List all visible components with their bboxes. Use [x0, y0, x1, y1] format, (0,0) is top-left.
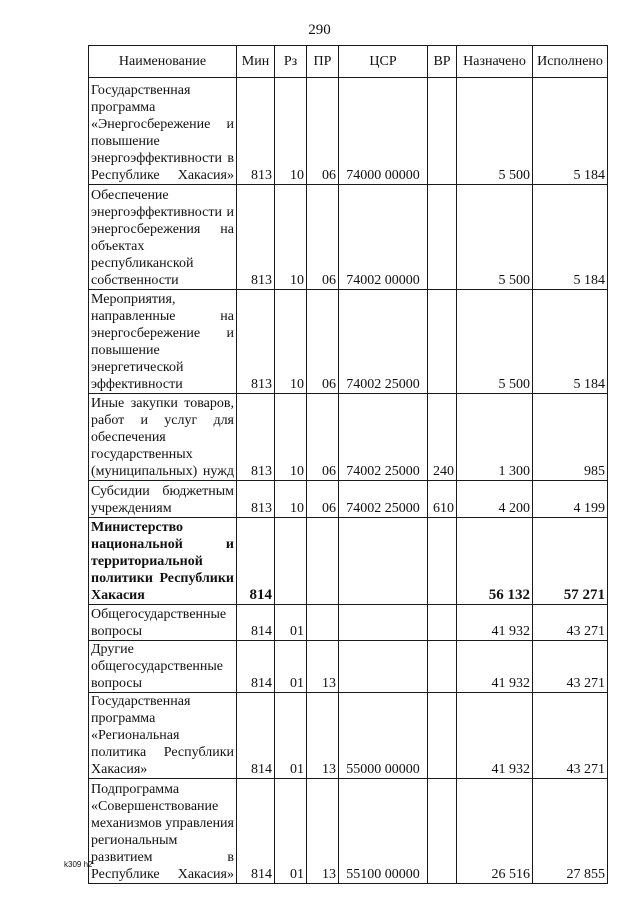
- row-vr: [428, 641, 457, 693]
- row-csr: 55000 00000: [339, 693, 428, 779]
- row-assigned: 26 516: [457, 779, 533, 884]
- row-name: Другие общегосударственные вопросы: [89, 641, 237, 693]
- row-csr: 74002 25000: [339, 394, 428, 481]
- column-header-csr: ЦСР: [339, 46, 428, 78]
- table-header-row: [89, 46, 608, 78]
- row-name: Мероприятия, направленные на энергосбережение и повышение энергетической эффективности: [89, 290, 237, 394]
- row-name: Государственная программа «Энергосбережение и повышение энергоэффективности в Республике Хакасия»: [89, 78, 237, 185]
- row-pr: [307, 518, 339, 605]
- row-executed: 5 184: [533, 290, 608, 394]
- row-min: 813: [237, 394, 275, 481]
- row-vr: [428, 605, 457, 641]
- row-assigned: 41 932: [457, 641, 533, 693]
- row-assigned: 5 500: [457, 78, 533, 185]
- row-pr: 13: [307, 641, 339, 693]
- row-rz: 01: [275, 605, 307, 641]
- column-header-name: Наименование: [89, 46, 237, 78]
- row-min: 814: [237, 779, 275, 884]
- table-row: [89, 185, 608, 290]
- row-name: Министерство национальной и территориальной политики Республики Хакасия: [89, 518, 237, 605]
- row-executed: 5 184: [533, 78, 608, 185]
- row-assigned: 4 200: [457, 481, 533, 518]
- row-rz: 01: [275, 779, 307, 884]
- row-name: Обеспечение энергоэффективности и энергосбережения на объектах республиканской собственности: [89, 185, 237, 290]
- row-rz: 10: [275, 394, 307, 481]
- column-header-vr: ВР: [428, 46, 457, 78]
- table-row: [89, 394, 608, 481]
- row-vr: [428, 779, 457, 884]
- row-name: Иные закупки товаров, работ и услуг для обеспечения государственных (муниципальных) нужд: [89, 394, 237, 481]
- row-min: 813: [237, 78, 275, 185]
- row-name: Подпрограмма «Совершенствование механизмов управления региональным развитием в Республике Хакасия»: [89, 779, 237, 884]
- row-rz: 01: [275, 693, 307, 779]
- table-row: [89, 481, 608, 518]
- row-name: Субсидии бюджетным учреждениям: [89, 481, 237, 518]
- table-row: [89, 779, 608, 884]
- row-pr: 06: [307, 290, 339, 394]
- row-pr: 06: [307, 394, 339, 481]
- row-pr: 06: [307, 78, 339, 185]
- table-row: [89, 290, 608, 394]
- row-executed: 5 184: [533, 185, 608, 290]
- row-vr: [428, 290, 457, 394]
- footer-code: k309 h2: [64, 860, 93, 869]
- row-csr: [339, 605, 428, 641]
- row-executed: 4 199: [533, 481, 608, 518]
- row-vr: 610: [428, 481, 457, 518]
- row-rz: 10: [275, 481, 307, 518]
- row-rz: 10: [275, 185, 307, 290]
- budget-table: [88, 45, 608, 884]
- row-pr: [307, 605, 339, 641]
- row-assigned: 1 300: [457, 394, 533, 481]
- column-header-min: Мин: [237, 46, 275, 78]
- row-csr: 74002 25000: [339, 481, 428, 518]
- row-name: Государственная программа «Региональная политика Республики Хакасия»: [89, 693, 237, 779]
- row-rz: 10: [275, 78, 307, 185]
- row-rz: 10: [275, 290, 307, 394]
- row-assigned: 41 932: [457, 693, 533, 779]
- row-min: 813: [237, 481, 275, 518]
- row-executed: 43 271: [533, 641, 608, 693]
- table-row: [89, 605, 608, 641]
- row-csr: 74000 00000: [339, 78, 428, 185]
- row-csr: [339, 518, 428, 605]
- row-rz: [275, 518, 307, 605]
- row-vr: [428, 518, 457, 605]
- row-min: 814: [237, 693, 275, 779]
- column-header-assigned: Назначено: [457, 46, 533, 78]
- row-min: 814: [237, 641, 275, 693]
- table-row: [89, 78, 608, 185]
- row-pr: 06: [307, 185, 339, 290]
- row-rz: 01: [275, 641, 307, 693]
- row-executed: 43 271: [533, 605, 608, 641]
- row-vr: 240: [428, 394, 457, 481]
- row-assigned: 5 500: [457, 185, 533, 290]
- row-vr: [428, 185, 457, 290]
- row-assigned: 56 132: [457, 518, 533, 605]
- table-row: [89, 693, 608, 779]
- row-vr: [428, 693, 457, 779]
- row-min: 814: [237, 518, 275, 605]
- row-executed: 57 271: [533, 518, 608, 605]
- table-row: [89, 641, 608, 693]
- column-header-executed: Исполнено: [533, 46, 608, 78]
- row-executed: 985: [533, 394, 608, 481]
- row-csr: 74002 00000: [339, 185, 428, 290]
- row-csr: 55100 00000: [339, 779, 428, 884]
- row-pr: 13: [307, 779, 339, 884]
- row-assigned: 41 932: [457, 605, 533, 641]
- row-csr: [339, 641, 428, 693]
- row-min: 813: [237, 185, 275, 290]
- row-min: 813: [237, 290, 275, 394]
- row-csr: 74002 25000: [339, 290, 428, 394]
- column-header-rz: Рз: [275, 46, 307, 78]
- row-pr: 13: [307, 693, 339, 779]
- row-executed: 27 855: [533, 779, 608, 884]
- row-assigned: 5 500: [457, 290, 533, 394]
- column-header-pr: ПР: [307, 46, 339, 78]
- row-vr: [428, 78, 457, 185]
- page-number: 290: [308, 22, 331, 38]
- table-row: [89, 518, 608, 605]
- row-name: Общегосударственные вопросы: [89, 605, 237, 641]
- row-executed: 43 271: [533, 693, 608, 779]
- row-pr: 06: [307, 481, 339, 518]
- row-min: 814: [237, 605, 275, 641]
